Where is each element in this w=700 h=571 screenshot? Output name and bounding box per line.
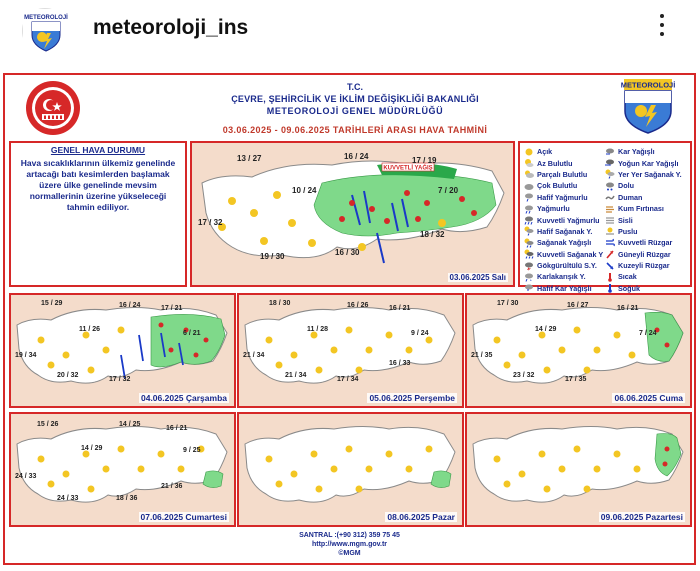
legend-item: *** Yoğun Kar Yağışlı — [605, 158, 679, 171]
main-temp-5: 7 / 20 — [438, 186, 459, 195]
day3-temp-7: 16 / 33 — [389, 360, 411, 367]
legend-item: Gökgürültülü S.Y. — [524, 260, 605, 271]
day3-temp-3: 16 / 21 — [389, 305, 411, 312]
turkey-map — [11, 295, 234, 406]
copyright: ©MGM — [338, 550, 361, 557]
scattered-shower-icon — [605, 169, 615, 179]
legend-item: Kuvvetli Yağmurlu — [524, 214, 605, 225]
general-weather-box — [9, 141, 187, 287]
day2-temp-1: 15 / 29 — [41, 300, 63, 307]
forecast-poster — [3, 73, 696, 565]
forecast-subtitle: 03.06.2025 - 09.06.2025 TARİHLERİ ARASI HAVA TAHMİNİ — [222, 125, 488, 135]
map-date-label: 07.06.2025 Cumartesi — [140, 512, 227, 522]
day5-temp-3: 16 / 21 — [166, 425, 188, 432]
day3-temp-5: 9 / 24 — [411, 330, 429, 337]
legend — [518, 141, 692, 293]
day5-temp-9: 21 / 36 — [161, 483, 183, 490]
legend-item: Kum Fırtınası — [605, 203, 686, 214]
general-weather-text: Hava sıcaklıklarının ülkemiz genelinde artacağı batı kesimlerden başlamak üzere ülke genelinde mevsim normallerinin üzerine yükseleceği tahmin ediliyor. — [20, 158, 176, 212]
heavy-shower-icon — [524, 249, 534, 259]
legend-item: Sisli — [605, 214, 686, 225]
legend-item: Açık — [524, 146, 605, 157]
main-temp-1: 13 / 27 — [237, 154, 262, 163]
map-day-5[interactable] — [9, 412, 236, 527]
day4-temp-8: 17 / 35 — [565, 376, 587, 383]
day2-temp-6: 19 / 34 — [15, 352, 37, 359]
day3-temp-6: 21 / 34 — [243, 352, 265, 359]
day4-temp-7: 23 / 32 — [513, 372, 535, 379]
legend-item: * Karlakarışık Y. — [524, 271, 605, 282]
day4-temp-2: 16 / 27 — [567, 302, 589, 309]
svg-text:METEOROLOJİ: METEOROLOJİ — [24, 15, 68, 21]
day3-temp-2: 16 / 26 — [347, 302, 369, 309]
legend-item: Kuvvetli Sağanak Y — [524, 249, 605, 260]
day3-temp-1: 18 / 30 — [269, 300, 291, 307]
main-temp-6: 17 / 32 — [198, 218, 223, 227]
day2-temp-8: 17 / 32 — [109, 376, 131, 383]
legend-item: Kuzeyli Rüzgar — [605, 260, 686, 271]
heavy-rain-icon — [524, 215, 534, 225]
svg-text:**: ** — [606, 152, 610, 159]
north-wind-icon — [605, 261, 615, 271]
day4-temp-4: 14 / 29 — [535, 326, 557, 333]
day5-temp-8: 24 / 33 — [57, 495, 79, 502]
day2-temp-2: 16 / 24 — [119, 302, 141, 309]
mgm-logo-icon — [621, 77, 675, 135]
mgm-avatar-logo-icon — [23, 9, 69, 55]
svg-text:***: *** — [605, 164, 611, 171]
rain-icon — [524, 204, 534, 214]
day2-temp-3: 17 / 21 — [161, 305, 183, 312]
day4-temp-6: 21 / 35 — [471, 352, 493, 359]
legend-item: Sıcak — [605, 271, 686, 282]
poster-header — [5, 75, 694, 137]
south-wind-icon — [605, 249, 615, 259]
turkey-map — [467, 414, 690, 525]
turkey-map — [11, 414, 234, 525]
day4-temp-1: 17 / 30 — [497, 300, 519, 307]
fog-icon — [605, 215, 615, 225]
day5-temp-7: 18 / 36 — [116, 495, 138, 502]
more-options-icon[interactable] — [656, 14, 668, 44]
main-temp-3: 17 / 19 — [412, 156, 437, 165]
legend-item: Hafif Sağanak Y. — [524, 226, 605, 237]
ministry-seal-icon — [23, 78, 83, 138]
legend-column-right — [605, 146, 686, 294]
turkey-map — [467, 295, 690, 406]
legend-item: Yer Yer Sağanak Y. — [605, 169, 686, 180]
legend-item: Kuvvetli Rüzgar — [605, 237, 686, 248]
legend-item: ** Kar Yağışlı — [606, 147, 655, 159]
main-temp-8: 16 / 30 — [335, 248, 360, 257]
sleet-icon — [524, 272, 534, 282]
phone-number: SANTRAL :(+90 312) 359 75 45 — [299, 532, 400, 539]
legend-item: Yağmurlu — [524, 203, 605, 214]
turkey-map — [239, 295, 462, 406]
day3-temp-4: 11 / 28 — [307, 326, 329, 333]
legend-item: Duman — [605, 192, 686, 203]
general-weather-title: GENEL HAVA DURUMU — [50, 145, 146, 155]
website-link[interactable]: http://www.mgm.gov.tr — [311, 541, 388, 548]
legend-item: Parçalı Bulutlu — [524, 169, 605, 180]
map-day-6[interactable] — [237, 412, 464, 527]
username[interactable]: meteoroloji_ins — [93, 16, 249, 39]
day4-temp-5: 7 / 24 — [639, 330, 657, 337]
day2-temp-4: 11 / 26 — [79, 326, 101, 333]
legend-item: Dolu — [605, 180, 686, 191]
map-date-label: 09.06.2025 Pazartesi — [600, 512, 683, 522]
legend-item: Puslu — [605, 226, 686, 237]
light-rain-icon — [524, 192, 534, 202]
few-clouds-icon — [524, 158, 534, 168]
svg-text:METEOROLOJİ: METEOROLOJİ — [620, 80, 676, 90]
partly-cloudy-icon — [524, 169, 534, 179]
day2-temp-7: 20 / 32 — [57, 372, 79, 379]
map-day-4[interactable] — [465, 293, 692, 408]
turkey-map — [192, 143, 513, 285]
profile-avatar[interactable] — [22, 8, 68, 54]
haze-icon — [605, 226, 615, 236]
map-day-2[interactable] — [9, 293, 236, 408]
legend-column-left — [524, 146, 605, 294]
map-date-label: 08.06.2025 Pazar — [387, 512, 455, 522]
main-temp-7: 18 / 32 — [420, 230, 445, 239]
sun-icon — [524, 147, 534, 157]
hot-icon — [605, 272, 615, 282]
thunderstorm-icon — [524, 261, 534, 271]
legend-item: Çok Bulutlu — [524, 180, 605, 191]
light-snow-icon — [524, 283, 534, 293]
legend-item: Hafif Kar Yağışlı — [524, 283, 605, 294]
main-temp-4: 10 / 24 — [292, 186, 317, 195]
map-date-label: 05.06.2025 Perşembe — [369, 393, 455, 403]
day3-temp-9: 17 / 34 — [337, 376, 359, 383]
map-day-1[interactable] — [190, 141, 515, 287]
cloudy-icon — [524, 181, 534, 191]
post-header — [0, 0, 700, 62]
map-date-label: 06.06.2025 Cuma — [614, 393, 683, 403]
legend-item: Hafif Yağmurlu — [524, 192, 605, 203]
title-line-1: T.C. — [346, 82, 363, 92]
warning-label: KUVVETLİ YAĞIŞ — [383, 165, 433, 172]
day2-temp-5: 6 / 21 — [183, 330, 201, 337]
poster-footer — [5, 531, 694, 558]
heavy-snow-icon — [605, 158, 615, 171]
day5-temp-6: 24 / 33 — [15, 473, 37, 480]
shower-icon — [524, 238, 534, 248]
poster-title — [155, 82, 555, 135]
day5-temp-1: 15 / 26 — [37, 421, 59, 428]
hail-icon — [605, 181, 615, 191]
map-date-label: 03.06.2025 Salı — [449, 273, 506, 282]
title-line-3: METEOROLOJİ GENEL MÜDÜRLÜĞÜ — [266, 106, 444, 116]
strong-wind-icon — [605, 238, 615, 248]
day5-temp-4: 14 / 29 — [81, 445, 103, 452]
map-day-3[interactable] — [237, 293, 464, 408]
main-temp-2: 16 / 24 — [344, 152, 369, 161]
cold-icon — [605, 283, 615, 293]
legend-item: Soğuk — [605, 283, 686, 294]
map-date-label: 04.06.2025 Çarşamba — [140, 393, 227, 403]
main-temp-9: 19 / 30 — [260, 252, 285, 261]
map-day-7[interactable] — [465, 412, 692, 527]
turkey-map — [239, 414, 462, 525]
legend-item: Güneyli Rüzgar — [605, 249, 686, 260]
title-line-2: ÇEVRE, ŞEHİRCİLİK VE İKLİM DEĞİŞİKLİĞİ BAKANLIĞI — [231, 94, 479, 104]
day5-temp-2: 14 / 25 — [119, 421, 141, 428]
sandstorm-icon — [605, 204, 615, 214]
legend-item: Az Bulutlu — [524, 157, 605, 168]
day4-temp-3: 16 / 21 — [617, 305, 639, 312]
day3-temp-8: 21 / 34 — [285, 372, 307, 379]
snow-icon — [605, 147, 615, 157]
light-shower-icon — [524, 226, 534, 236]
day5-temp-5: 9 / 25 — [183, 447, 201, 454]
legend-item: Sağanak Yağışlı — [524, 237, 605, 248]
svg-text:*: * — [530, 277, 532, 283]
smoke-icon — [605, 192, 615, 202]
